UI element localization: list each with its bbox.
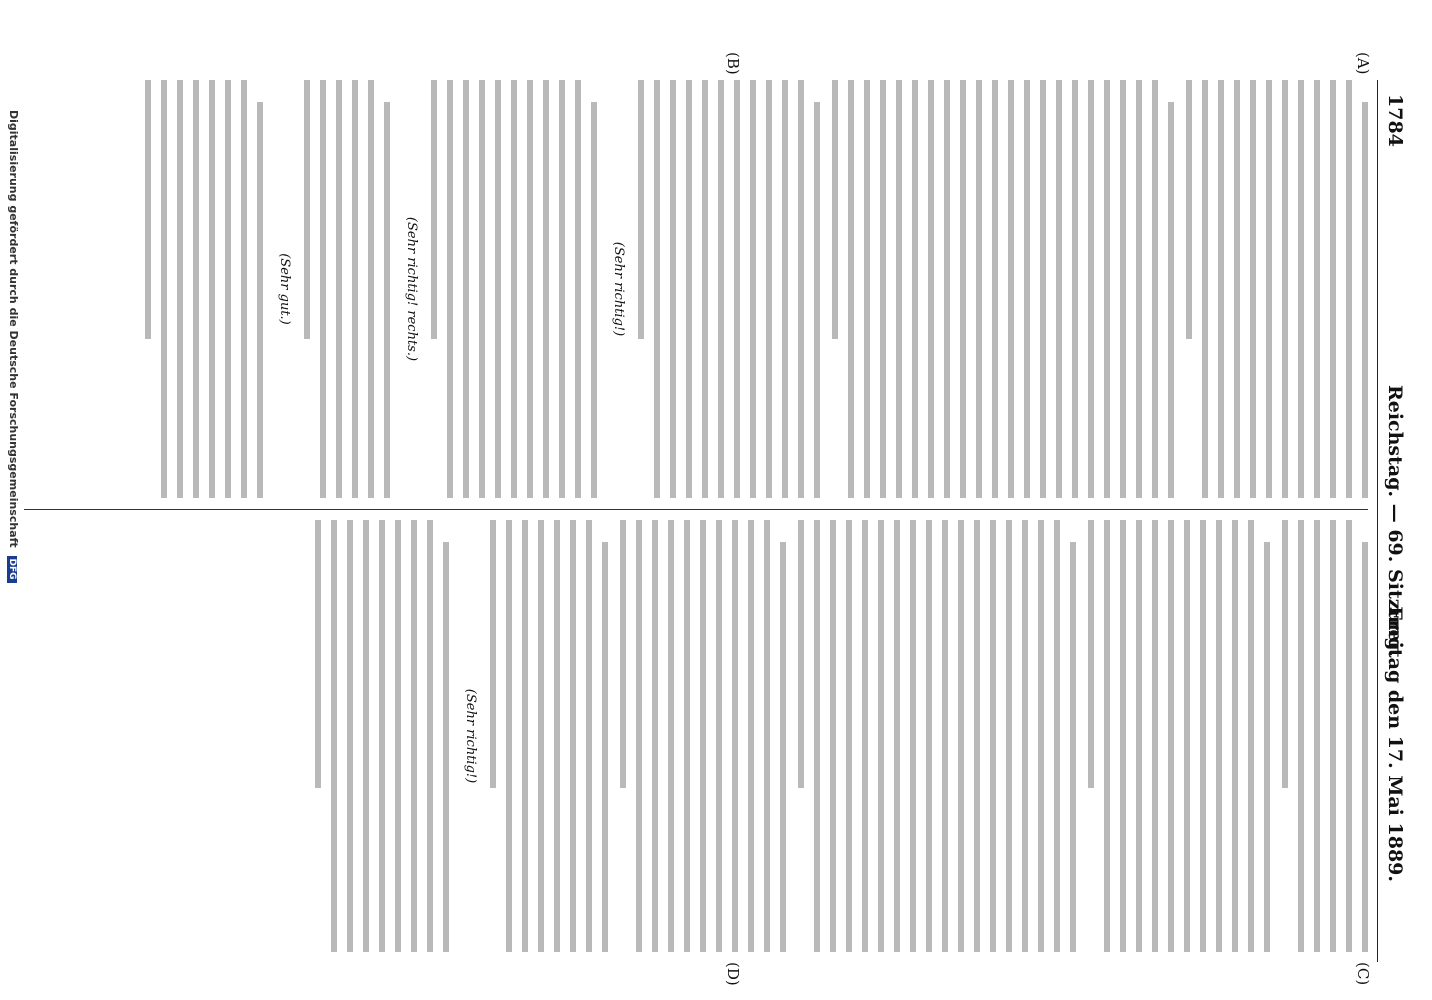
text-line-placeholder [1136,520,1142,952]
text-line-placeholder [527,80,533,498]
text-line-placeholder [368,80,374,498]
text-line-placeholder [379,520,385,952]
text-line-placeholder [352,80,358,498]
speech-paragraph [1282,520,1368,952]
text-line-placeholder [992,80,998,498]
text-line-placeholder [718,80,724,498]
text-line-placeholder [958,520,964,952]
text-line-placeholder [1250,80,1256,498]
text-line-placeholder [443,542,449,952]
speech-paragraph [798,520,1076,952]
speech-paragraph [490,520,608,952]
text-line-placeholder [668,520,674,952]
text-line-placeholder [479,80,485,498]
page-footer [6,110,20,960]
text-line-placeholder [1282,520,1288,788]
text-line-placeholder [575,80,581,498]
text-line-placeholder [586,520,592,952]
text-line-placeholder [832,80,838,339]
speech-paragraph [145,80,263,498]
text-line-placeholder [1330,520,1336,952]
text-line-placeholder [990,520,996,952]
text-line-placeholder [331,520,337,952]
margin-letter-a: (A) [1354,52,1372,75]
text-line-placeholder [686,80,692,498]
text-line-placeholder [411,520,417,952]
text-line-placeholder [1072,80,1078,498]
text-line-placeholder [1104,80,1110,498]
page-header [1377,80,1412,962]
left-column [24,80,1368,498]
text-line-placeholder [145,80,151,339]
text-line-placeholder [1202,80,1208,498]
text-line-placeholder [780,542,786,952]
text-line-placeholder [1264,542,1270,952]
text-line-placeholder [1314,520,1320,952]
text-line-placeholder [1088,80,1094,498]
text-line-placeholder [1186,80,1192,339]
text-line-placeholder [304,80,310,339]
text-line-placeholder [1216,520,1222,952]
text-line-placeholder [798,520,804,788]
text-line-placeholder [177,80,183,498]
text-line-placeholder [490,520,496,788]
text-line-placeholder [1234,80,1240,498]
text-line-placeholder [910,520,916,952]
text-line-placeholder [942,520,948,952]
text-line-placeholder [1120,80,1126,498]
text-line-placeholder [846,520,852,952]
text-line-placeholder [347,520,353,952]
text-line-placeholder [734,80,740,498]
text-line-placeholder [570,520,576,952]
margin-letter-d: (D) [724,962,742,986]
text-line-placeholder [1218,80,1224,498]
text-line-placeholder [384,102,390,498]
speech-paragraph [431,80,597,498]
text-line-placeholder [782,80,788,498]
text-line-placeholder [463,80,469,498]
text-line-placeholder [1104,520,1110,952]
text-line-placeholder [559,80,565,498]
text-line-placeholder [684,520,690,952]
text-line-placeholder [702,80,708,498]
right-column [24,520,1368,952]
interjection-remark: (Sehr gut.) [277,253,292,325]
speech-paragraph [832,80,1174,498]
text-line-placeholder [926,520,932,952]
text-line-placeholder [1056,80,1062,498]
text-line-placeholder [554,520,560,952]
text-line-placeholder [522,520,528,952]
text-line-placeholder [506,520,512,952]
text-line-placeholder [750,80,756,498]
text-line-placeholder [511,80,517,498]
interjection-remark: (Sehr richtig! rechts.) [404,216,419,362]
interjection-remark: (Sehr richtig!) [463,688,478,784]
text-line-placeholder [1008,80,1014,498]
text-line-placeholder [591,102,597,498]
text-line-placeholder [670,80,676,498]
text-line-placeholder [427,520,433,952]
text-line-placeholder [225,80,231,498]
text-line-placeholder [1362,102,1368,498]
speech-paragraph [304,80,390,498]
text-line-placeholder [1168,102,1174,498]
speech-paragraph [1088,520,1270,952]
text-line-placeholder [960,80,966,498]
text-line-placeholder [976,80,982,498]
page-number: 1784 [1384,94,1406,147]
text-line-placeholder [1152,520,1158,952]
text-line-placeholder [1070,542,1076,952]
column-divider [24,509,1368,510]
text-line-placeholder [830,520,836,952]
text-line-placeholder [1024,80,1030,498]
text-line-placeholder [1168,520,1174,952]
text-line-placeholder [1314,80,1320,498]
digitization-credit: Digitalisierung gefördert durch die Deutsche Forschungsgemeinschaft [7,110,20,548]
text-line-placeholder [209,80,215,498]
text-line-placeholder [1054,520,1060,952]
text-line-placeholder [864,80,870,498]
text-line-placeholder [538,520,544,952]
text-line-placeholder [1232,520,1238,952]
text-line-placeholder [652,520,658,952]
speech-paragraph [620,520,786,952]
text-line-placeholder [161,80,167,498]
text-line-placeholder [1120,520,1126,952]
text-line-placeholder [363,520,369,952]
text-line-placeholder [1152,80,1158,498]
text-line-placeholder [1006,520,1012,952]
speech-paragraph [638,80,820,498]
text-line-placeholder [1362,542,1368,952]
dfg-badge: DFG [7,556,17,583]
text-line-placeholder [1088,520,1094,788]
text-line-placeholder [543,80,549,498]
text-line-placeholder [894,520,900,952]
text-line-placeholder [848,80,854,498]
page-title: Reichstag. — 69. Sitzung. [1384,384,1406,658]
text-line-placeholder [814,102,820,498]
margin-letter-c: (C) [1354,962,1372,986]
text-line-placeholder [447,80,453,498]
text-line-placeholder [315,520,321,788]
text-line-placeholder [814,520,820,952]
text-line-placeholder [732,520,738,952]
text-line-placeholder [878,520,884,952]
text-line-placeholder [395,520,401,952]
text-line-placeholder [700,520,706,952]
text-line-placeholder [1330,80,1336,498]
text-line-placeholder [193,80,199,498]
text-line-placeholder [798,80,804,498]
text-line-placeholder [716,520,722,952]
text-line-placeholder [620,520,626,788]
text-line-placeholder [764,520,770,952]
text-line-placeholder [638,80,644,339]
text-line-placeholder [602,542,608,952]
text-line-placeholder [1184,520,1190,952]
session-date: Freitag den 17. Mai 1889. [1384,606,1406,882]
text-line-placeholder [1282,80,1288,498]
text-line-placeholder [896,80,902,498]
text-line-placeholder [1022,520,1028,952]
text-line-placeholder [1266,80,1272,498]
text-line-placeholder [636,520,642,952]
text-line-placeholder [1200,520,1206,952]
text-line-placeholder [431,80,437,339]
text-line-placeholder [766,80,772,498]
speech-paragraph [315,520,449,952]
text-line-placeholder [862,520,868,952]
text-line-placeholder [1298,520,1304,952]
text-line-placeholder [912,80,918,498]
text-line-placeholder [1298,80,1304,498]
text-line-placeholder [320,80,326,498]
speech-paragraph [1186,80,1368,498]
interjection-remark: (Sehr richtig!) [611,241,626,337]
text-line-placeholder [241,80,247,498]
text-line-placeholder [748,520,754,952]
text-line-placeholder [495,80,501,498]
text-line-placeholder [928,80,934,498]
margin-letter-b: (B) [724,52,742,75]
text-line-placeholder [944,80,950,498]
text-line-placeholder [257,102,263,498]
text-line-placeholder [654,80,660,498]
text-line-placeholder [1346,80,1352,498]
text-line-placeholder [1136,80,1142,498]
text-line-placeholder [1038,520,1044,952]
text-line-placeholder [1248,520,1254,952]
text-line-placeholder [974,520,980,952]
text-line-placeholder [1040,80,1046,498]
text-line-placeholder [1346,520,1352,952]
text-line-placeholder [336,80,342,498]
text-line-placeholder [880,80,886,498]
